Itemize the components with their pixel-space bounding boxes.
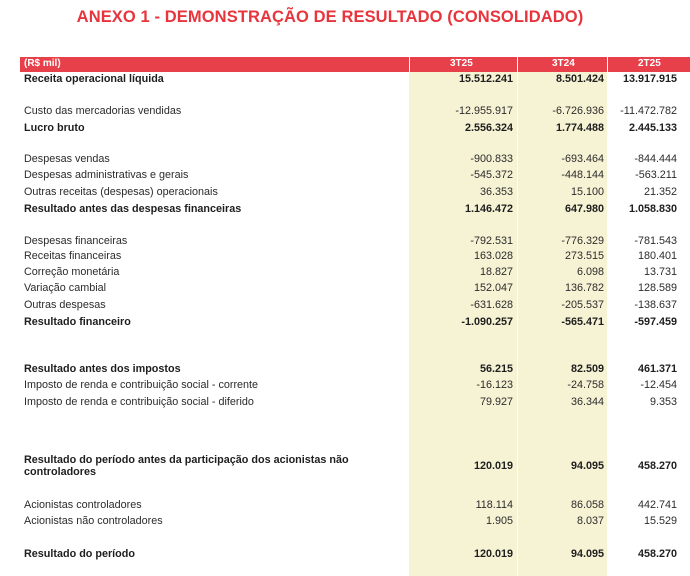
header-col-2t25: 2T25 <box>638 58 661 69</box>
row-value-3t24: -205.537 <box>561 299 604 311</box>
row-value-3t24: 647.980 <box>564 203 604 215</box>
row-value-3t24: -6.726.936 <box>552 105 604 117</box>
table-row <box>24 186 690 202</box>
row-label: Resultado do período antes da participação dos acionistas não controladores <box>24 454 349 478</box>
row-value-3t24: -24.758 <box>567 379 604 391</box>
table-row <box>24 250 690 266</box>
table-row <box>24 105 690 121</box>
row-value-3t24: 273.515 <box>564 250 604 262</box>
row-label: Imposto de renda e contribuição social - diferido <box>24 396 254 408</box>
row-value-2t25: -563.211 <box>635 169 677 181</box>
row-value-3t25: 15.512.241 <box>458 73 513 85</box>
table-row <box>24 266 690 282</box>
row-value-3t25: 79.927 <box>479 396 513 408</box>
row-value-3t25: 18.827 <box>479 266 513 278</box>
row-value-3t24: 36.344 <box>570 396 604 408</box>
row-value-3t25: 120.019 <box>473 548 513 560</box>
row-value-3t24: 8.037 <box>576 515 604 527</box>
row-value-3t25: -792.531 <box>470 235 513 247</box>
row-value-3t24: 82.509 <box>570 363 604 375</box>
table-row <box>24 299 690 315</box>
header-col-3t25: 3T25 <box>450 58 473 69</box>
table-row <box>24 153 690 169</box>
row-value-2t25: 9.353 <box>649 396 677 408</box>
row-label: Imposto de renda e contribuição social - corrente <box>24 379 259 391</box>
row-value-3t25: 152.047 <box>473 282 513 294</box>
row-value-2t25: 13.731 <box>643 266 677 278</box>
table-row <box>24 515 690 531</box>
table-row <box>24 363 690 379</box>
row-label: Outras receitas (despesas) operacionais <box>24 186 218 198</box>
row-value-2t25: 442.741 <box>637 499 677 511</box>
row-value-2t25: -138.637 <box>634 299 677 311</box>
row-value-3t25: -1.090.257 <box>461 316 513 328</box>
row-label: Resultado financeiro <box>24 316 131 328</box>
row-value-3t24: -565.471 <box>561 316 604 328</box>
row-value-3t25: 1.146.472 <box>464 203 513 215</box>
table-row <box>24 203 690 219</box>
row-value-3t24: 8.501.424 <box>555 73 604 85</box>
row-value-2t25: 461.371 <box>637 363 677 375</box>
header-unit: (R$ mil) <box>24 58 61 69</box>
row-value-2t25: 15.529 <box>643 515 677 527</box>
row-value-3t24: 1.774.488 <box>555 122 604 134</box>
row-value-3t24: 94.095 <box>570 460 604 472</box>
row-label: Despesas financeiras <box>24 235 128 247</box>
row-value-2t25: 13.917.915 <box>622 73 677 85</box>
row-value-2t25: -781.543 <box>634 235 677 247</box>
table-row <box>24 169 690 185</box>
row-value-3t25: -545.372 <box>470 169 513 181</box>
row-value-2t25: 2.445.133 <box>628 122 677 134</box>
row-value-3t24: 86.058 <box>570 499 604 511</box>
row-value-2t25: -597.459 <box>634 316 677 328</box>
row-value-3t24: -776.329 <box>561 235 604 247</box>
row-value-3t24: 94.095 <box>570 548 604 560</box>
row-value-3t25: 120.019 <box>473 460 513 472</box>
row-label: Receita operacional líquida <box>24 73 164 85</box>
row-label: Acionistas não controladores <box>24 515 163 527</box>
row-value-3t25: -631.628 <box>470 299 513 311</box>
header-separator <box>409 57 410 72</box>
row-value-2t25: -11.472.782 <box>620 105 677 117</box>
row-value-3t25: 2.556.324 <box>464 122 513 134</box>
row-value-2t25: 458.270 <box>637 460 677 472</box>
row-label: Resultado antes dos impostos <box>24 363 181 375</box>
row-label: Despesas vendas <box>24 153 110 165</box>
row-value-3t24: -693.464 <box>561 153 604 165</box>
row-value-3t24: -448.144 <box>561 169 604 181</box>
table-row <box>24 454 690 478</box>
row-value-3t25: 118.114 <box>475 499 513 511</box>
row-label: Resultado antes das despesas financeiras <box>24 203 242 215</box>
row-value-3t25: -12.955.917 <box>455 105 513 117</box>
table-row <box>24 379 690 395</box>
row-value-2t25: 180.401 <box>637 250 677 262</box>
row-label: Receitas financeiras <box>24 250 122 262</box>
table-row <box>24 548 690 564</box>
row-value-3t24: 6.098 <box>576 266 604 278</box>
table-row <box>24 396 690 412</box>
header-separator <box>517 57 518 72</box>
row-value-3t25: -900.833 <box>470 153 513 165</box>
table-row <box>24 122 690 138</box>
table-row <box>24 499 690 515</box>
header-col-3t24: 3T24 <box>552 58 575 69</box>
page-title: ANEXO 1 - DEMONSTRAÇÃO DE RESULTADO (CONSOLIDADO) <box>76 8 584 26</box>
table-header <box>20 57 690 72</box>
table-row <box>24 235 690 251</box>
row-value-2t25: -12.454 <box>640 379 677 391</box>
row-value-3t25: 163.028 <box>473 250 513 262</box>
row-value-2t25: 21.352 <box>643 186 677 198</box>
row-value-3t25: 56.215 <box>479 363 513 375</box>
row-label: Outras despesas <box>24 299 106 311</box>
row-label: Despesas administrativas e gerais <box>24 169 189 181</box>
row-value-2t25: -844.444 <box>634 153 677 165</box>
row-label: Correção monetária <box>24 266 120 278</box>
table-row <box>24 282 690 298</box>
row-value-3t24: 15.100 <box>570 186 604 198</box>
row-value-3t24: 136.782 <box>564 282 604 294</box>
row-value-2t25: 458.270 <box>637 548 677 560</box>
row-label: Resultado do período <box>24 548 135 560</box>
row-label: Variação cambial <box>24 282 107 294</box>
row-value-3t25: 1.905 <box>485 515 513 527</box>
table-row <box>24 316 690 332</box>
row-value-3t25: -16.123 <box>476 379 513 391</box>
row-value-2t25: 1.058.830 <box>628 203 677 215</box>
row-label: Custo das mercadorias vendidas <box>24 105 182 117</box>
row-label: Acionistas controladores <box>24 499 142 511</box>
row-value-2t25: 128.589 <box>637 282 677 294</box>
row-label: Lucro bruto <box>24 122 85 134</box>
table-row <box>24 73 690 89</box>
row-value-3t25: 36.353 <box>479 186 513 198</box>
header-separator <box>607 57 608 72</box>
